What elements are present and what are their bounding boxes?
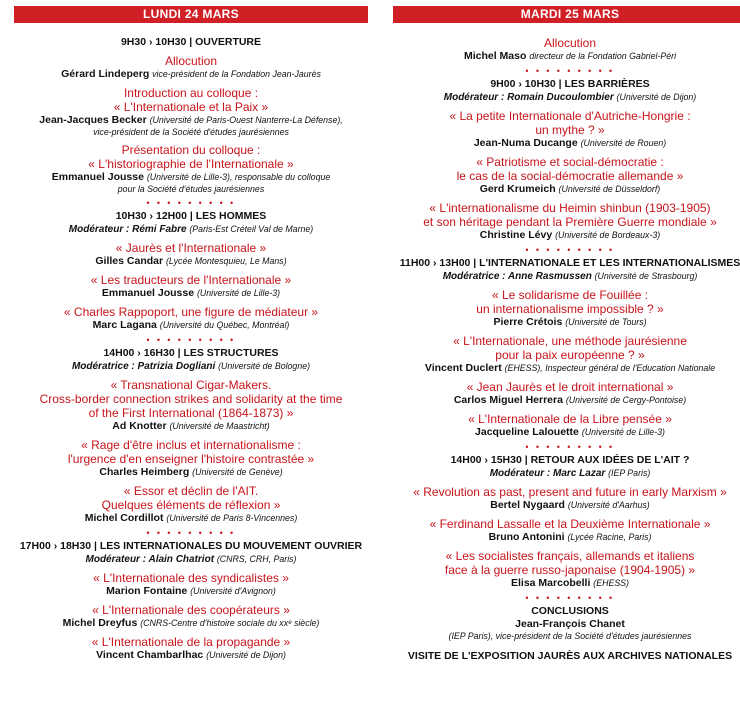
speaker-affiliation: pour la Société d'études jaurésiennes [117,184,265,194]
speaker-name: Gérard Lindeperg [61,68,150,80]
talk-title-line: « L'Internationale, une méthode jaurésienne [453,334,687,348]
day-column-monday [14,6,368,662]
talk-title [393,201,740,229]
talk-title: « Revolution as past, present and future in early Marxism » [413,485,727,499]
day-header: MARDI 25 MARS [393,6,740,23]
talk-title-line: « Patriotisme et social-démocratie : [476,155,664,169]
talk-title-line: Présentation du colloque : [121,143,261,157]
session-heading: 9H30 › 10H30 | OUVERTURE [120,36,262,48]
speaker-affiliation: (EHESS) [593,578,629,588]
talk-title: « L'Internationale de la Libre pensée » [468,412,672,426]
talk-title: « Charles Rappoport, une figure de médiateur » [63,305,319,319]
separator-dots: • • • • • • • • • [146,335,236,345]
moderator-line [14,223,368,236]
talk-title [14,438,368,466]
talk-title [14,143,368,171]
speaker-line [393,426,740,439]
talk-title-line: « Transnational Cigar-Makers. [110,378,272,392]
speaker-name: Gerd Krumeich [479,183,556,195]
talk-title: « Les traducteurs de l'Internationale » [90,273,292,287]
speaker-line [14,255,368,268]
speaker-line [14,466,368,479]
speaker-name: Elisa Marcobelli [511,577,591,589]
talk-title-line: le cas de la social-démocratie allemande » [456,169,684,183]
talk-title-line: « Essor et déclin de l'AIT. [123,484,259,498]
speaker-line [393,394,740,407]
speaker-line [393,531,740,544]
speaker-name: Jacqueline Lalouette [475,426,579,438]
speaker-name: Vincent Duclert [424,362,502,374]
moderator-affiliation: (Université de Strasbourg) [594,271,698,281]
speaker-affiliation: (CNRS-Centre d'histoire sociale du xxᵉ siècle) [140,618,320,628]
moderator-name: Modérateur : Alain Chatriot [85,554,215,565]
talk-title: Allocution [164,54,218,68]
talk-title-line: face à la guerre russo-japonaise (1904-1905) » [444,563,696,577]
speaker-affiliation: (Université de Lille-3), responsable du colloque [146,172,331,182]
talk-title: « Jean Jaurès et le droit international » [466,380,674,394]
session-heading: 9H00 › 10H30 | LES BARRIÈRES [490,78,650,90]
speaker-line [393,183,740,196]
session-heading: 14H00 › 15H30 | RETOUR AUX IDÉES DE L'AIT ? [450,454,690,466]
speaker-name: Carlos Miguel Herrera [453,394,563,406]
speaker-affiliation: directeur de la Fondation Gabriel-Péri [529,51,677,61]
separator-dots: • • • • • • • • • [146,198,236,208]
speaker-affiliation: (Université de Paris 8-Vincennes) [166,513,298,523]
speaker-name: Vincent Chambarlhac [96,649,204,661]
talk-title: « Ferdinand Lassalle et la Deuxième Internationale » [429,517,711,531]
moderator-name: Modérateur : Rémi Fabre [68,224,187,235]
speaker-line [393,229,740,242]
talk-title-line: of the First International (1864-1873) » [88,406,294,420]
speaker-name: Emmanuel Jousse [101,287,195,299]
speaker-name: Bertel Nygaard [490,499,565,511]
talk-title-line: un internationalisme impossible ? » [476,302,664,316]
talk-title: « L'Internationale de la propagande » [91,635,291,649]
talk-title: « L'Internationale des syndicalistes » [93,571,289,585]
speaker-name: Jean-François Chanet [515,618,625,630]
moderator-name: Modérateur : Marc Lazar [489,468,606,479]
talk-title [393,549,740,577]
speaker-name: Michel Cordillot [84,512,164,524]
speaker-name: Marc Lagana [92,319,157,331]
speaker-line [14,617,368,630]
talk-title: « Jaurès et l'Internationale » [115,241,267,255]
exhibition-visit: VISITE DE L'EXPOSITION JAURÈS AUX ARCHIVES NATIONALES [407,650,733,662]
day-header: LUNDI 24 MARS [14,6,368,23]
talk-title: Allocution [543,36,597,50]
talk-title-line: « Rage d'être inclus et internationalisme : [81,438,301,452]
separator-dots: • • • • • • • • • [146,528,236,538]
speaker-affiliation: (Université d'Aarhus) [567,500,650,510]
speaker-name: Marion Fontaine [106,585,188,597]
talk-title-line: « L'internationalisme du Heimin shinbun (1903-1905) [429,201,711,215]
moderator-line [393,467,740,480]
moderator-name: Modérateur : Romain Ducoulombier [443,92,614,103]
speaker-line [14,287,368,300]
speaker-affiliation: (Université de Cergy-Pontoise) [565,395,687,405]
speaker-affiliation: (Université de Genève) [192,467,283,477]
speaker-name: Pierre Crétois [493,316,563,328]
session-heading: 14H00 › 16H30 | LES STRUCTURES [103,347,279,359]
speaker-affiliation: (Université de Düsseldorf) [558,184,661,194]
talk-title [393,155,740,183]
speaker-affiliation: (Université du Québec, Montréal) [159,320,290,330]
moderator-line [393,270,740,283]
talk-title [14,378,368,420]
talk-title-line: Quelques éléments de réflexion » [101,498,281,512]
speaker-line [14,585,368,598]
speaker-affiliation: vice-président de la Société d'études jaurésiennes [93,127,289,137]
speaker-name: Charles Heimberg [99,466,190,478]
speaker-affiliation: (Université de Tours) [565,317,647,327]
moderator-affiliation: (Université de Dijon) [616,92,697,102]
moderator-name: Modératrice : Patrizia Dogliani [71,361,216,372]
speaker-name: Gilles Candar [95,255,164,267]
moderator-affiliation: (Université de Bologne) [218,361,311,371]
moderator-affiliation: (CNRS, CRH, Paris) [216,554,297,564]
speaker-name: Michel Dreyfus [62,617,138,629]
talk-title-line: « L'Internationale et la Paix » [113,100,269,114]
speaker-name: Jean-Jacques Becker [39,114,147,126]
moderator-name: Modératrice : Anne Rasmussen [442,271,592,282]
talk-title [393,334,740,362]
session-heading: CONCLUSIONS [531,605,609,617]
speaker-affiliation: (Université de Maastricht) [169,421,270,431]
speaker-line [393,577,740,590]
talk-title-line: l'urgence d'en enseigner l'histoire contrastée » [67,452,315,466]
talk-title-line: Cross-border connection strikes and solidarity at the time [39,392,343,406]
speaker-line [393,362,740,375]
speaker-line [393,499,740,512]
moderator-line [14,553,368,566]
talk-title [393,109,740,137]
talk-title-line: pour la paix européenne ? » [495,348,645,362]
separator-dots: • • • • • • • • • [525,442,615,452]
moderator-affiliation: (IEP Paris) [608,468,651,478]
talk-title [14,484,368,512]
moderator-line [393,91,740,104]
speaker-name: Emmanuel Jousse [51,171,144,183]
talk-title-line: « Les socialistes français, allemands et italiens [445,549,695,563]
session-heading: 11H00 › 13H00 | L'INTERNATIONALE ET LES INTERNATIONALISMES [399,257,740,269]
separator-dots: • • • • • • • • • [525,66,615,76]
talk-title-line: et son héritage pendant la Première Guerre mondiale » [423,215,717,229]
speaker-affiliation: (IEP Paris), vice-président de la Société d'études jaurésiennes [448,631,692,641]
speaker-name: Ad Knotter [112,420,167,432]
speaker-name: Michel Maso [463,50,527,62]
talk-title-line: « La petite Internationale d'Autriche-Hongrie : [449,109,691,123]
speaker-name: Bruno Antonini [488,531,565,543]
separator-dots: • • • • • • • • • [525,593,615,603]
talk-title: « L'Internationale des coopérateurs » [92,603,290,617]
speaker-affiliation: (Université de Lille-3) [197,288,281,298]
speaker-affiliation: (Université de Dijon) [206,650,286,660]
speaker-affiliation: (Lycée Montesquieu, Le Mans) [166,256,287,266]
speaker-affiliation: (Université de Rouen) [580,138,667,148]
talk-title [14,86,368,114]
session-heading: 17H00 › 18H30 | LES INTERNATIONALES DU MOUVEMENT OUVRIER [19,540,363,552]
speaker-name: Christine Lévy [479,229,553,241]
speaker-affiliation: vice-président de la Fondation Jean-Jaurès [152,69,321,79]
session-heading: 10H30 › 12H00 | LES HOMMES [115,210,267,222]
separator-dots: • • • • • • • • • [525,245,615,255]
speaker-affiliation: (Université de Lille-3) [581,427,665,437]
talk-title-line: « Le solidarisme de Fouillée : [491,288,649,302]
talk-title [393,288,740,316]
day-column-tuesday [393,6,740,663]
speaker-affiliation: (Université de Bordeaux-3) [555,230,661,240]
moderator-affiliation: (Paris-Est Créteil Val de Marne) [189,224,314,234]
speaker-affiliation: (Université de Paris-Ouest Nanterre-La Défense), [149,115,343,125]
talk-title-line: « L'historiographie de l'Internationale » [88,157,294,171]
speaker-line [393,316,740,329]
speaker-line [14,114,368,127]
speaker-line [14,171,368,184]
speaker-line [14,420,368,433]
speaker-line [14,319,368,332]
speaker-affiliation: (Université d'Avignon) [190,586,276,596]
speaker-line [393,50,740,63]
speaker-line [14,68,368,81]
speaker-line [393,137,740,150]
speaker-line [14,512,368,525]
talk-title-line: un mythe ? » [535,123,605,137]
talk-title-line: Introduction au colloque : [123,86,259,100]
speaker-line [14,649,368,662]
speaker-affiliation: (EHESS), Inspecteur général de l'Education Nationale [504,363,716,373]
moderator-line [14,360,368,373]
speaker-affiliation: (Lycée Racine, Paris) [567,532,652,542]
speaker-name: Jean-Numa Ducange [473,137,578,149]
